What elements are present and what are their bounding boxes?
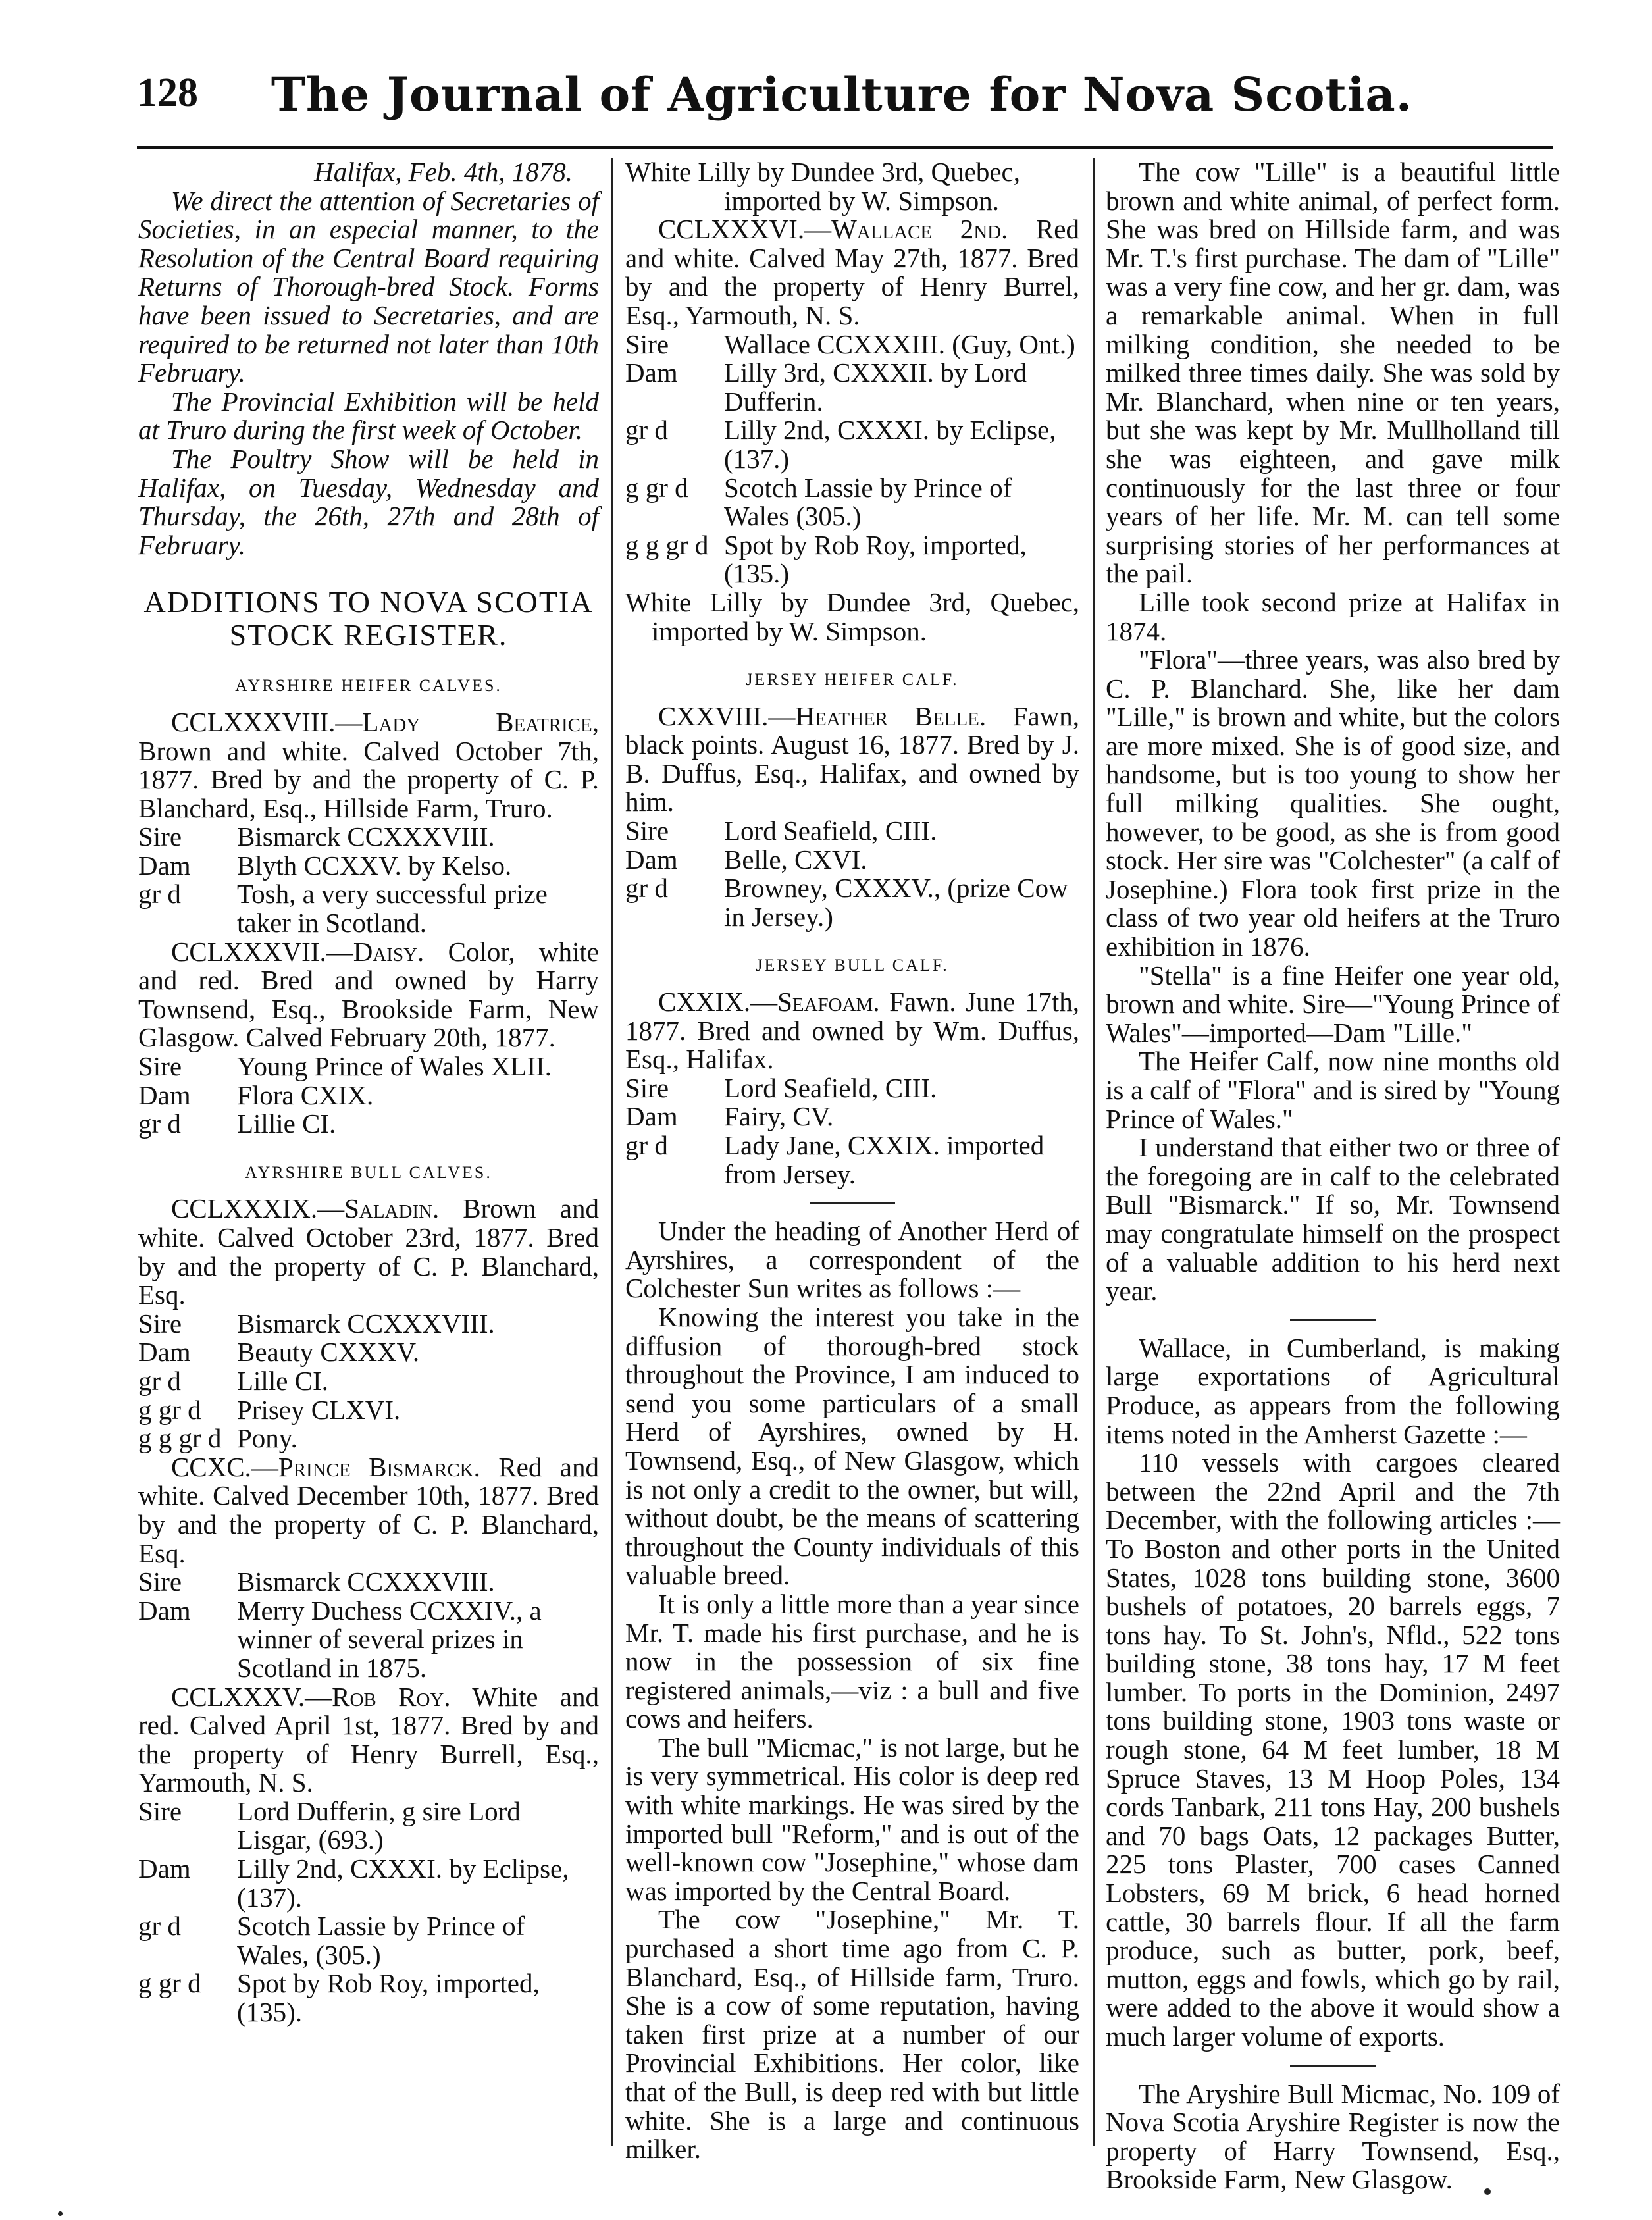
pedigree-label: gr d <box>138 1108 181 1139</box>
pedigree-line <box>138 1310 599 1339</box>
pedigree-value: Belle, CXVI. <box>724 844 867 875</box>
pedigree-label: Dam <box>625 357 678 388</box>
pedigree-value: Spot by Rob Roy, imported, (135). <box>237 1968 540 2028</box>
pedigree-value: Blyth CCXXV. by Kelso. <box>237 850 512 881</box>
pedigree-line <box>138 1367 599 1396</box>
pedigree-line <box>138 1052 599 1081</box>
pedigree-value: Bismarck CCXXXVIII. <box>237 1308 495 1339</box>
entry-description: Brown and white. Calved October 23rd, 1877. Bred by and the property of C. P. Blanchard, Esq. <box>138 1193 599 1310</box>
entry-name: CCLXXXIX.—Saladin. <box>171 1193 440 1224</box>
page-header <box>137 67 1547 142</box>
pedigree-label: gr d <box>625 873 668 904</box>
register-entry <box>625 988 1079 1074</box>
pedigree-line <box>625 1102 1079 1131</box>
pedigree-label: Dam <box>625 1101 678 1132</box>
pedigree-value: Flora CXIX. <box>237 1079 374 1110</box>
column-divider <box>1093 158 1095 2146</box>
pedigree-line <box>138 1396 599 1425</box>
entry-description: Fawn, black points. August 16, 1877. Bred by J. B. Duffus, Esq., Halifax, and owned by him. <box>625 700 1079 817</box>
article-paragraph: The bull "Micmac," is not large, but he is very symmetrical. His color is deep red with white markings. He was sired by the imported bull "Reform," and is out of the well-known cow "Josephine," whose dam was imported by the Central Board. <box>625 1732 1079 1906</box>
pedigree-label: g g gr d <box>625 529 709 560</box>
pedigree-line <box>625 874 1079 931</box>
pedigree-value: Lilly 2nd, CXXXI. by Eclipse, (137). <box>237 1853 569 1913</box>
pedigree-label: gr d <box>138 1911 181 1942</box>
pedigree-line <box>138 1969 599 2026</box>
column-right <box>1106 158 1560 2194</box>
pedigree-label: Sire <box>625 1072 669 1103</box>
pedigree-label: gr d <box>138 1365 181 1396</box>
article-paragraph: Knowing the interest you take in the diffusion of thorough-bred stock throughout the Province, I am induced to send you some particulars of a small Herd of Ayrshires, owned by H. Townsend, Esq., of New Glasgow, which is not only a credit to the owner, but will, without doubt, be the means of scattering throughout the County individuals of this valuable breed. <box>625 1301 1079 1591</box>
pedigree-line <box>138 852 599 881</box>
pedigree-value: Lord Seafield, CIII. <box>724 1072 937 1103</box>
entry-name: CCLXXXVI.—Wallace 2nd. <box>658 214 1008 245</box>
section-title: ADDITIONS TO NOVA SCOTIA STOCK REGISTER. <box>143 585 594 652</box>
pedigree-label: Sire <box>625 815 669 846</box>
pedigree-line <box>138 1855 599 1912</box>
article-paragraph: Under the heading of Another Herd of Ayrshires, a correspondent of the Colchester Sun writes as follows :— <box>625 1216 1079 1304</box>
pedigree-line <box>625 846 1079 875</box>
pedigree-value: Lillie CI. <box>237 1108 336 1139</box>
entry-name: CCXC.—Prince Bismarck. <box>171 1451 480 1482</box>
pedigree-label: g gr d <box>138 1968 201 1999</box>
pedigree-line <box>138 1797 599 1855</box>
column-left <box>138 158 599 2027</box>
pedigree-line <box>625 817 1079 846</box>
pedigree-label: Sire <box>138 1795 182 1826</box>
article-paragraph: Wallace, in Cumberland, is making large exportations of Agricultural Produce, as appears from the following items noted in the Amherst Gazette :— <box>1106 1332 1560 1449</box>
pedigree-label: gr d <box>625 415 668 446</box>
pedigree-line <box>138 1597 599 1683</box>
notice-paragraph: We direct the attention of Secretaries of Societies, in an especial manner, to the Resolution of the Central Board requiring Returns of Thorough-bred Stock. Forms have been issued to Secretaries, and are required to be returned not later than 10th February. <box>138 185 599 388</box>
pedigree-line <box>625 1131 1079 1189</box>
article-paragraph: "Stella" is a fine Heifer one year old, brown and white. Sire—"Young Prince of Wales"—imported—Dam "Lille." <box>1106 960 1560 1048</box>
pedigree-line <box>625 359 1079 416</box>
pedigree-value: Pony. <box>237 1423 297 1454</box>
pedigree-tail: White Lilly by Dundee 3rd, Quebec, imported by W. Simpson. <box>625 586 1079 646</box>
pedigree-continuation <box>625 158 1079 215</box>
pedigree-label: Dam <box>138 1337 191 1368</box>
pedigree-label: g g gr d <box>138 1423 222 1454</box>
article-paragraph: It is only a little more than a year since Mr. T. made his first purchase, and he is now in the possession of six fine registered animals,—viz : a bull and five cows and heifers. <box>625 1588 1079 1734</box>
pedigree-line <box>625 416 1079 473</box>
pedigree-value: Merry Duchess CCXXIV., a winner of several prizes in Scotland in 1875. <box>237 1595 542 1683</box>
pedigree-label: Dam <box>138 1853 191 1884</box>
pedigree-value: Spot by Rob Roy, imported, (135.) <box>724 529 1027 589</box>
pedigree-label: Sire <box>138 821 182 852</box>
pedigree-line <box>625 330 1079 359</box>
entry-description: White and red. Calved April 1st, 1877. Bred by and the property of Henry Burrell, Esq., Yarmouth, N. S. <box>138 1681 599 1798</box>
pedigree-value: Lord Seafield, CIII. <box>724 815 937 846</box>
pedigree-value: Lilly 3rd, CXXXII. by Lord Dufferin. <box>724 357 1027 417</box>
entry-name: CXXVIII.—Heather Belle. <box>658 700 987 731</box>
notice-paragraph: The Poultry Show will be held in Halifax, on Tuesday, Wednesday and Thursday, the 26th, 27th and 28th of February. <box>138 443 599 560</box>
entry-description: Brown and white. Calved October 7th, 1877. Bred by and the property of C. P. Blanchard, Esq., Hillside Farm, Truro. <box>138 735 599 823</box>
entry-description: Color, white and red. Bred and owned by Harry Townsend, Esq., Brookside Farm, New Glasgow. Calved February 20th, 1877. <box>138 936 600 1053</box>
register-entry <box>625 215 1079 330</box>
article-paragraph: The Aryshire Bull Micmac, No. 109 of Nova Scotia Aryshire Register is now the property of Harry Townsend, Esq., Brookside Farm, New Glasgow. <box>1106 2078 1560 2195</box>
page-number: 128 <box>137 70 198 115</box>
ink-speck <box>1484 2188 1491 2195</box>
subsection-heading: AYRSHIRE BULL CALVES. <box>245 1162 492 1182</box>
pedigree-line <box>138 1424 599 1453</box>
subsection-heading: JERSEY BULL CALF. <box>756 956 949 975</box>
pedigree-label: Dam <box>138 850 191 881</box>
entry-description: Red and white. Calved December 10th, 1877. Bred by and the property of C. P. Blanchard, Esq. <box>138 1451 599 1568</box>
pedigree-value: Fairy, CV. <box>724 1101 834 1132</box>
pedigree-label: g gr d <box>138 1394 201 1425</box>
pedigree-label: Sire <box>138 1566 182 1597</box>
pedigree-value: Lilly 2nd, CXXXI. by Eclipse, (137.) <box>724 415 1056 474</box>
pedigree-value: Lord Dufferin, g sire Lord Lisgar, (693.) <box>237 1795 521 1855</box>
pedigree-line <box>138 1338 599 1367</box>
entry-name: CXXIX.—Seafoam. <box>658 987 880 1018</box>
pedigree-line <box>625 474 1079 531</box>
pedigree-value: Scotch Lassie by Prince of Wales (305.) <box>724 472 1012 532</box>
entry-name: CCLXXXVIII.—Lady Beatrice, <box>171 706 599 737</box>
pedigree-value: Wallace CCXXXIII. (Guy, Ont.) <box>724 328 1075 359</box>
pedigree-label: gr d <box>625 1130 668 1160</box>
pedigree-line <box>138 1912 599 1969</box>
pedigree-line <box>138 1081 599 1110</box>
column-middle <box>625 158 1079 2164</box>
article-paragraph: The cow "Lille" is a beautiful little brown and white animal, of perfect form. She was bred on Hillside farm, and was Mr. T.'s first purchase. The dam of "Lille" was a very fine cow, and her gr. dam, was a remarkable animal. When in full milking condition, she needed to be milked three times daily. She was sold by Mr. Blanchard, when nine or ten years, but she was kept by Mr. Mullholland till she was eighteen, and gave milk continuously for the last three or four years of her life. Mr. M. can tell some surprising stories of her performances at the pail. <box>1106 157 1560 589</box>
entry-name: CCLXXXV.—Rob Roy. <box>171 1681 451 1712</box>
article-paragraph: Lille took second prize at Halifax in 1874. <box>1106 586 1560 646</box>
ink-speck <box>58 2211 63 2216</box>
entry-description: Red and white. Calved May 27th, 1877. Bred by and the property of Henry Burrel, Esq., Yarmouth, N. S. <box>625 214 1079 330</box>
subsection-heading: JERSEY HEIFER CALF. <box>746 670 959 690</box>
article-paragraph: The Heifer Calf, now nine months old is a calf of "Flora" and is sired by "Young Prince of Wales." <box>1106 1046 1560 1134</box>
pedigree-line <box>625 531 1079 588</box>
pedigree-value: Tosh, a very successful prize taker in Scotland. <box>237 879 548 939</box>
pedigree-line <box>138 1568 599 1597</box>
pedigree-line <box>138 823 599 852</box>
pedigree-value: Browney, CXXXV., (prize Cow in Jersey.) <box>724 873 1068 932</box>
pedigree-label: Sire <box>138 1308 182 1339</box>
register-entry <box>138 1683 599 1797</box>
pedigree-value: Prisey CLXVI. <box>237 1394 401 1425</box>
register-entry <box>625 702 1079 817</box>
header-rule <box>137 146 1553 149</box>
pedigree-line <box>138 1110 599 1139</box>
pedigree-value: Beauty CXXXV. <box>237 1337 420 1368</box>
pedigree-value: Lille CI. <box>237 1365 328 1396</box>
pedigree-line <box>625 1074 1079 1103</box>
pedigree-value: White Lilly by Dundee 3rd, Quebec, imported by W. Simpson. <box>625 157 1021 216</box>
pedigree-label: Sire <box>138 1051 182 1082</box>
pedigree-value: Bismarck CCXXXVIII. <box>237 1566 495 1597</box>
subsection-heading: AYRSHIRE HEIFER CALVES. <box>235 676 502 696</box>
pedigree-label: gr d <box>138 879 181 910</box>
dateline: Halifax, Feb. 4th, 1878. <box>314 157 573 187</box>
article-paragraph: The cow "Josephine," Mr. T. purchased a short time ago from C. P. Blanchard, Esq., of Hillside farm, Truro. She is a cow of some reputation, having taken first prize at a number of our Provincial Exhibitions. Her color, like that of the Bull, is deep red with but little white. She is a large and continuous milker. <box>625 1904 1079 2165</box>
entry-description: Fawn. June 17th, 1877. Bred and owned by Wm. Duffus, Esq., Halifax. <box>625 987 1080 1075</box>
article-paragraph: "Flora"—three years, was also bred by C. P. Blanchard. She, like her dam "Lille," is brown and white, but the colors are more mixed. She is of good size, and handsome, but is too young to show her full milking qualities. She ought, however, to be good, as she is from good stock. Her sire was "Colchester" (a calf of Josephine.) Flora took first prize in the class of two year old heifers at the Truro exhibition in 1876. <box>1106 644 1560 962</box>
notice-paragraph: The Provincial Exhibition will be held at Truro during the first week of October. <box>138 386 599 446</box>
pedigree-label: Sire <box>625 328 669 359</box>
pedigree-value: Young Prince of Wales XLII. <box>237 1051 552 1082</box>
section-rule <box>1290 1319 1376 1321</box>
pedigree-value: Scotch Lassie by Prince of Wales, (305.) <box>237 1911 525 1970</box>
pedigree-label: g gr d <box>625 472 688 503</box>
pedigree-label: Dam <box>138 1595 191 1626</box>
pedigree-label: Dam <box>138 1079 191 1110</box>
article-paragraph: 110 vessels with cargoes cleared between the 22nd April and the 7th December, with the following articles :—To Boston and other ports in the United States, 1028 tons building stone, 3600 bushels of potatoes, 20 barrels eggs, 7 tons hay. To St. John's, Nfld., 522 tons building stone, 38 tons hay, 17 M feet lumber. To ports in the Dominion, 2497 tons building stone, 1903 tons waste or rough stone, 64 M feet lumber, 18 M Spruce Staves, 13 M Hoop Poles, 134 cords Tanbark, 211 tons Hay, 200 bushels and 70 bags Oats, 12 packages Butter, 225 tons Plaster, 700 cases Canned Lobsters, 69 M brick, 6 head horned cattle, 30 barrels flour. If all the farm produce, such as butter, pork, beef, mutton, eggs and fowls, which go by rail, were added to the above it would show a much larger volume of exports. <box>1106 1447 1560 2052</box>
entry-name: CCLXXXVII.—Daisy. <box>171 936 425 967</box>
register-entry <box>138 938 599 1052</box>
pedigree-value: Lady Jane, CXXIX. imported from Jersey. <box>724 1130 1045 1189</box>
pedigree-label: Dam <box>625 844 678 875</box>
register-entry <box>138 1195 599 1309</box>
running-title: The Journal of Agriculture for Nova Scotia. <box>271 67 1413 122</box>
register-entry <box>138 1453 599 1568</box>
register-entry <box>138 708 599 823</box>
column-divider <box>611 158 613 2146</box>
pedigree-value: Bismarck CCXXXVIII. <box>237 821 495 852</box>
section-rule <box>1290 2065 1376 2067</box>
article-paragraph: I understand that either two or three of the foregoing are in calf to the celebrated Bull "Bismarck." If so, Mr. Townsend may congratulate himself on the prospect of a valuable addition to his herd next year. <box>1106 1132 1560 1306</box>
section-rule <box>810 1202 895 1204</box>
pedigree-line <box>138 880 599 937</box>
